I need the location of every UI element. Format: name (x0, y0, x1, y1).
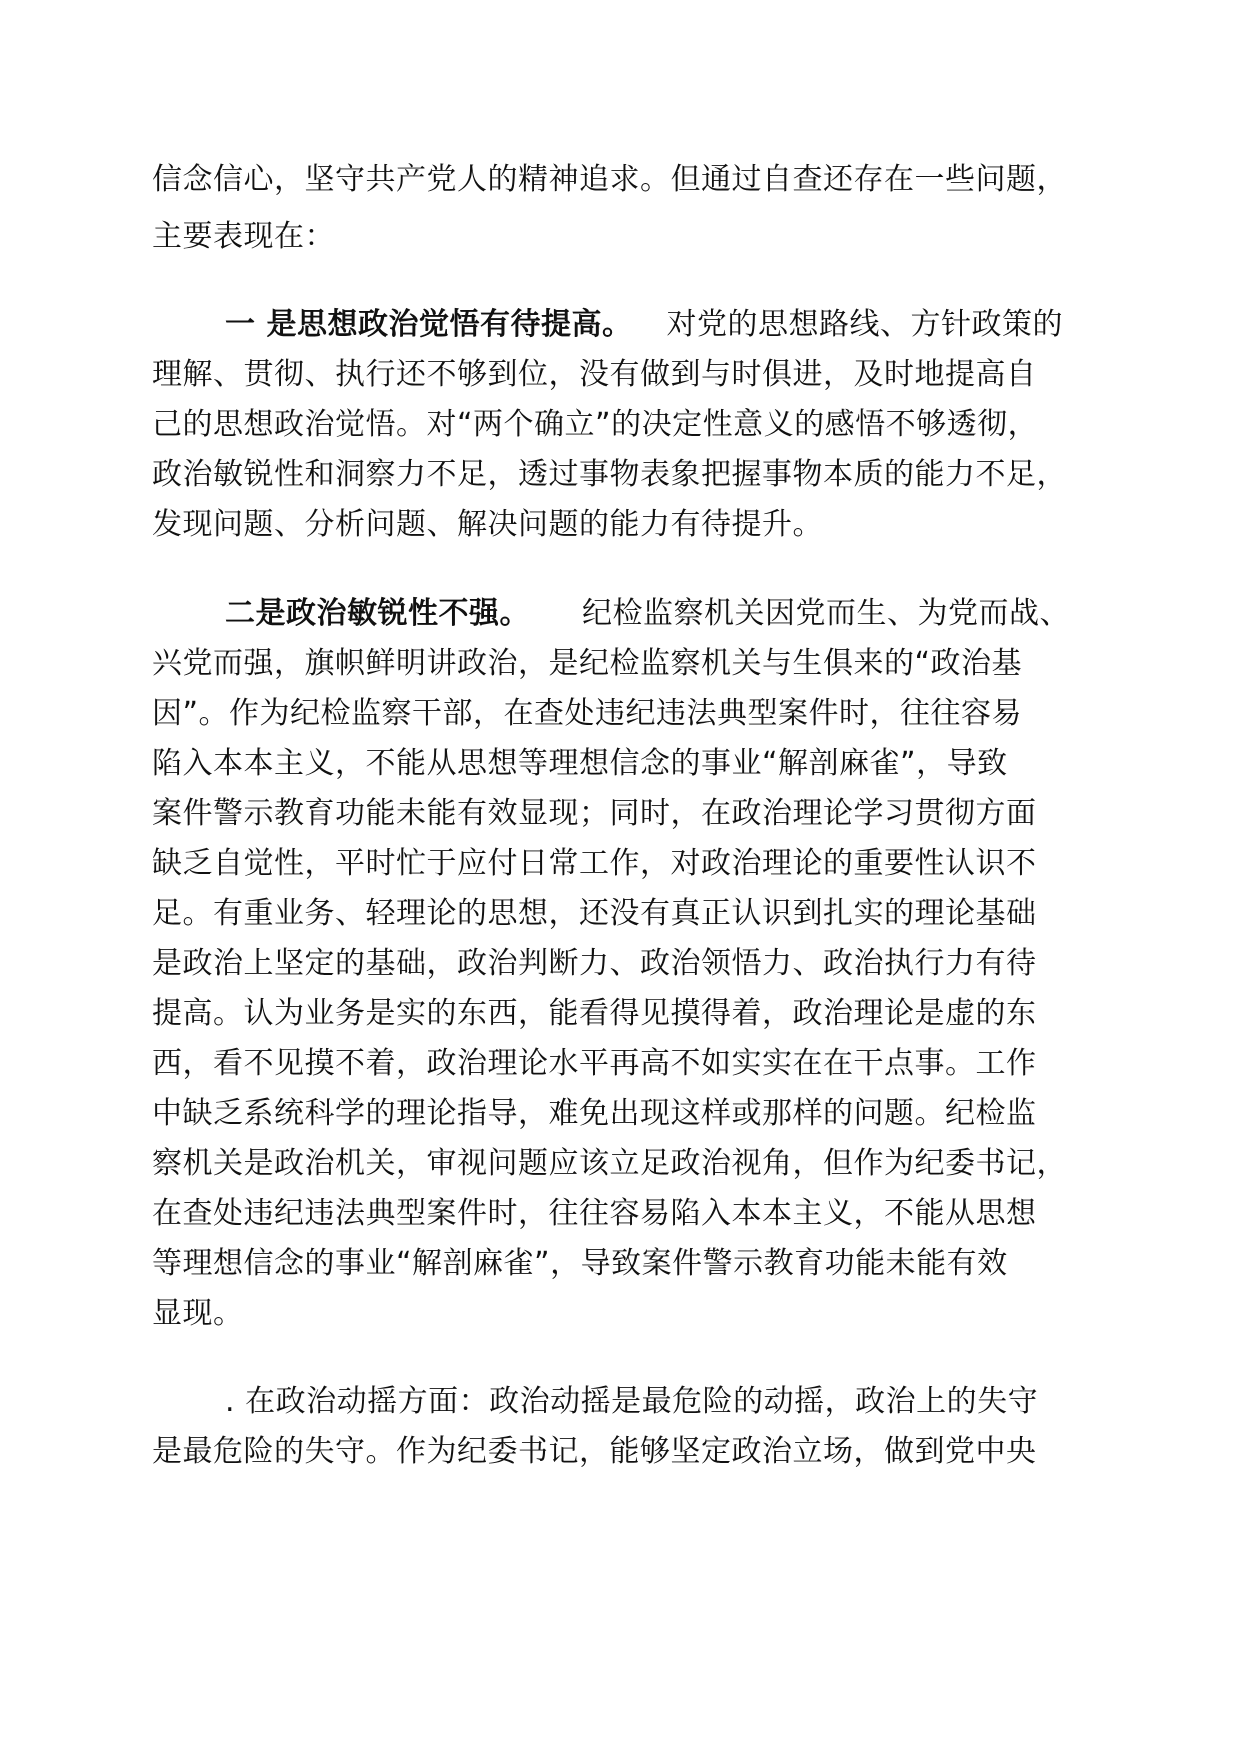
section-one-line-1: 对党的思想路线、方针政策的 (666, 307, 1063, 342)
section-one-heading: 一 是思想政治觉悟有待提高。 (225, 307, 633, 342)
section-one-line-2: 理解、贯彻、执行还不够到位，没有做到与时俱进，及时地提高自 (152, 357, 1037, 392)
section-two-first-line (225, 594, 1070, 634)
section-two-line-5: 案件警示教育功能未能有效显现；同时，在政治理论学习贯彻方面 (152, 796, 1037, 831)
section-one-line-3: 己的思想政治觉悟。对“两个确立”的决定性意义的感悟不够透彻， (152, 407, 1039, 442)
section-two-line-15: 显现。 (152, 1296, 244, 1331)
section-two-line-10: 西，看不见摸不着，政治理论水平再高不如实实在在干点事。工作 (152, 1046, 1037, 1081)
section-two-line-12: 察机关是政治机关，审视问题应该立足政治视角，但作为纪委书记， (152, 1146, 1067, 1181)
section-one-line-5: 发现问题、分析问题、解决问题的能力有待提升。 (152, 507, 823, 542)
section-two-line-1: 纪检监察机关因党而生、为党而战、 (582, 596, 1070, 631)
section-one-first-line (225, 305, 1063, 345)
section-two-heading: 二是政治敏锐性不强。 (225, 596, 530, 631)
intro-line-2: 主要表现在： (152, 219, 335, 254)
section-two-line-8: 是政治上坚定的基础，政治判断力、政治领悟力、政治执行力有待 (152, 946, 1037, 981)
section-two-line-3: 因”。作为纪检监察干部，在查处违纪违法典型案件时，往往容易 (152, 696, 1023, 731)
section-one-line-4: 政治敏锐性和洞察力不足，透过事物表象把握事物本质的能力不足， (152, 457, 1067, 492)
section-two-line-7: 足。有重业务、轻理论的思想，还没有真正认识到扎实的理论基础 (152, 896, 1037, 931)
section-two-line-2: 兴党而强，旗帜鲜明讲政治，是纪检监察机关与生俱来的“政治基 (152, 646, 1023, 681)
section-two-line-4: 陷入本本主义，不能从思想等理想信念的事业“解剖麻雀”，导致 (152, 746, 1008, 781)
section-two-line-13: 在查处违纪违法典型案件时，往往容易陷入本本主义，不能从思想 (152, 1196, 1037, 1231)
section-two-line-9: 提高。认为业务是实的东西，能看得见摸得着，政治理论是虚的东 (152, 996, 1037, 1031)
section-two-line-14: 等理想信念的事业“解剖麻雀”，导致案件警示教育功能未能有效 (152, 1246, 1008, 1281)
section-two-line-11: 中缺乏系统科学的理论指导，难免出现这样或那样的问题。纪检监 (152, 1096, 1037, 1131)
intro-line-1: 信念信心，坚守共产党人的精神追求。但通过自查还存在一些问题， (152, 162, 1067, 197)
section-three-line-2: 是最危险的失守。作为纪委书记，能够坚定政治立场，做到党中央 (152, 1434, 1037, 1469)
section-three-line-1: . 在政治动摇方面：政治动摇是最危险的动摇，政治上的失守 (225, 1384, 1039, 1419)
section-two-line-6: 缺乏自觉性，平时忙于应付日常工作，对政治理论的重要性认识不 (152, 846, 1037, 881)
